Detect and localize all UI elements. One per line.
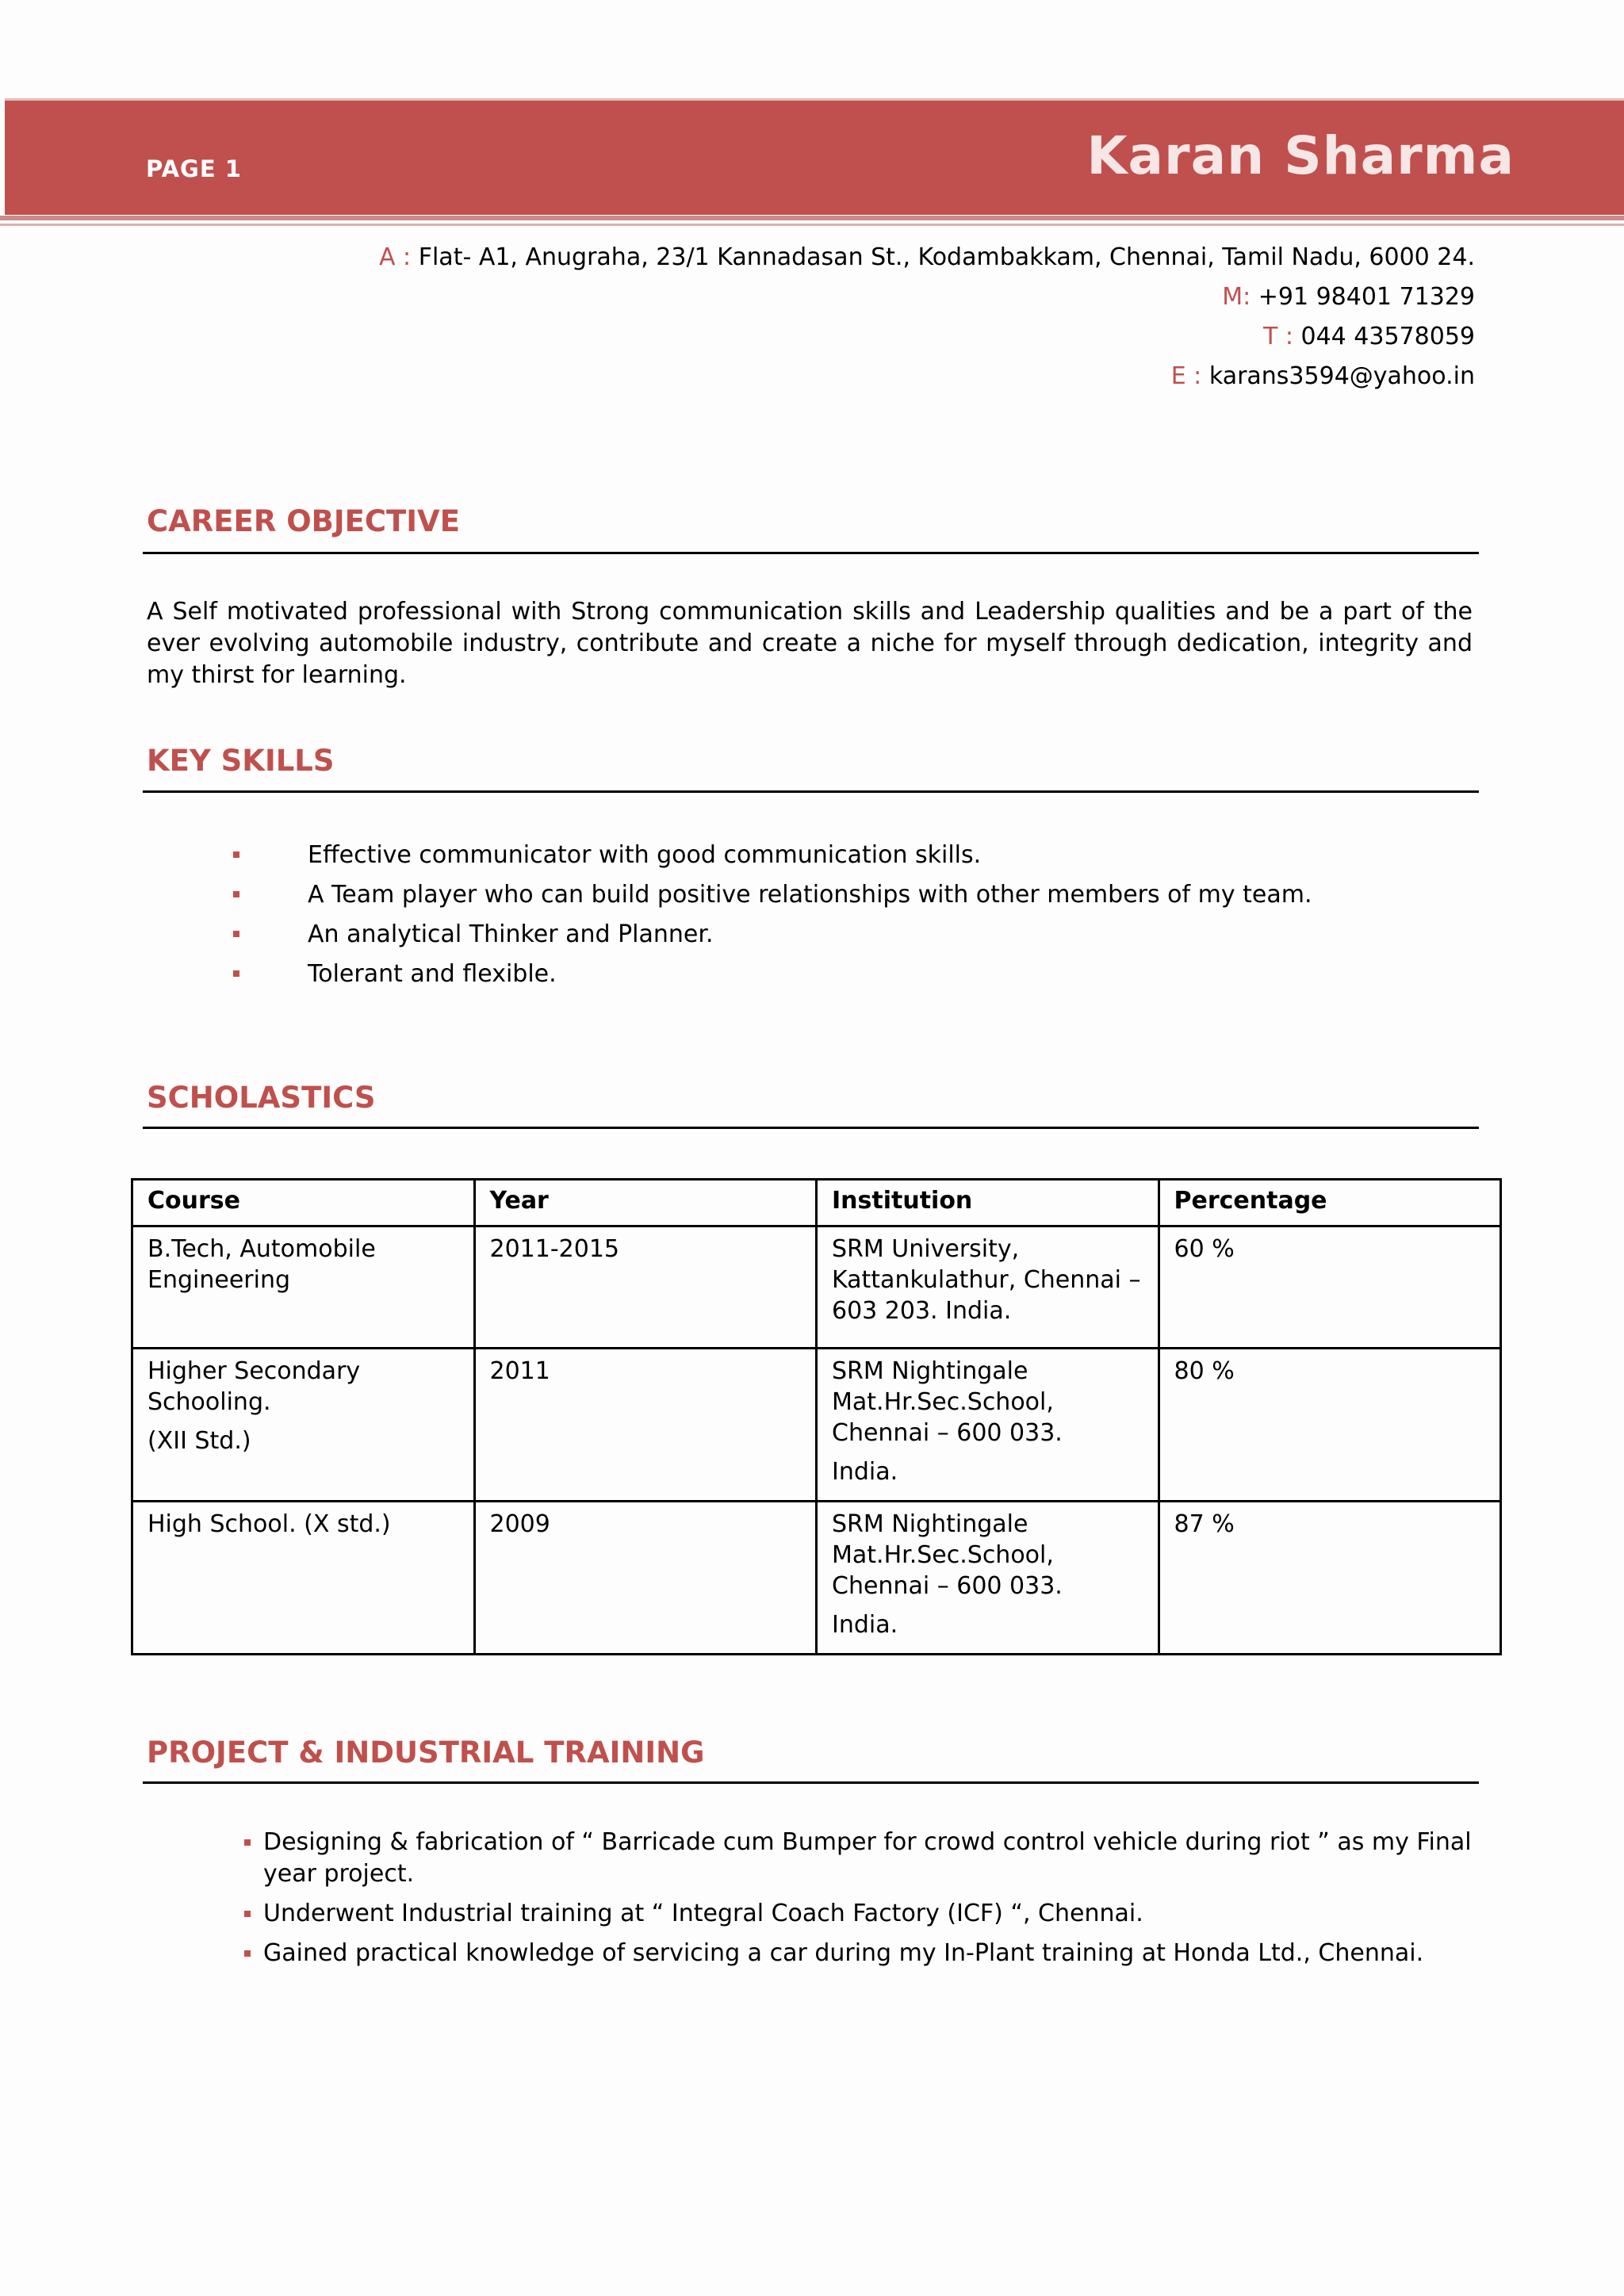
- email-line: [379, 357, 1475, 396]
- course-cell: [132, 1502, 475, 1655]
- section-divider: [143, 552, 1479, 554]
- course-cell: [132, 1349, 475, 1502]
- year-cell: 2009: [474, 1502, 817, 1655]
- percentage-cell: 60 %: [1159, 1226, 1501, 1349]
- table-row: [132, 1502, 1501, 1655]
- mobile-label: M:: [1222, 283, 1251, 311]
- scholastics-table: [131, 1178, 1502, 1655]
- percentage-cell: 87 %: [1159, 1502, 1501, 1655]
- key-skills-list: [233, 836, 1312, 994]
- mobile-line: [379, 277, 1475, 317]
- column-header-institution: Institution: [817, 1180, 1159, 1226]
- address-line: [379, 238, 1475, 277]
- address-label: A :: [379, 243, 412, 271]
- skill-text: Effective communicator with good communication skills.: [308, 841, 982, 869]
- address-value: Flat- A1, Anugraha, 23/1 Kannadasan St., Kodambakkam, Chennai, Tamil Nadu, 6000 24.: [418, 243, 1475, 271]
- phone-label: T :: [1262, 323, 1293, 350]
- career-objective-text: A Self motivated professional with Strong communication skills and Leadership qualities and be a part of the ever evolving automobile industry, contribute and create a niche for myself through dedication, integrity and my thirst for learning.: [147, 598, 1473, 689]
- table-row: [132, 1349, 1501, 1502]
- list-item: [244, 1898, 1481, 1930]
- year-cell: 2011: [474, 1349, 817, 1502]
- email-label: E :: [1170, 362, 1202, 390]
- list-item: [233, 875, 1312, 915]
- institution-cell: [817, 1502, 1159, 1655]
- bullet-icon: [244, 1911, 251, 1917]
- bullet-icon: [244, 1839, 251, 1846]
- email-value: karans3594@yahoo.in: [1208, 362, 1475, 390]
- phone-line: [379, 317, 1475, 357]
- column-header-year: Year: [474, 1180, 817, 1226]
- scholastics-heading: SCHOLASTICS: [147, 1081, 376, 1115]
- year-cell: 2011-2015: [474, 1226, 817, 1349]
- list-item: [233, 955, 1312, 994]
- list-item: [233, 915, 1312, 955]
- column-header-course: Course: [132, 1180, 475, 1226]
- header-divider: [0, 216, 1624, 220]
- institution-text: SRM University, Kattankulathur, Chennai – 603 203. India.: [832, 1235, 1141, 1325]
- percentage-cell: 80 %: [1159, 1349, 1501, 1502]
- contact-block: [379, 238, 1475, 396]
- course-note: (XII Std.): [147, 1427, 251, 1455]
- course-text: B.Tech, Automobile Engineering: [147, 1235, 376, 1294]
- training-text: Gained practical knowledge of servicing a car during my In-Plant training at Honda Ltd., Chennai.: [263, 1939, 1424, 1967]
- candidate-name: Karan Sharma: [1086, 125, 1515, 186]
- training-text: Underwent Industrial training at “ Integral Coach Factory (ICF) “, Chennai.: [263, 1900, 1143, 1927]
- header-divider-thin: [0, 224, 1624, 226]
- table-row: [132, 1226, 1501, 1349]
- bullet-icon: [233, 851, 239, 858]
- institution-country: India.: [832, 1611, 898, 1639]
- career-objective-heading: CAREER OBJECTIVE: [147, 504, 460, 538]
- section-divider: [143, 790, 1479, 793]
- training-list: [244, 1827, 1481, 1977]
- section-divider: [143, 1781, 1479, 1784]
- bullet-icon: [244, 1950, 251, 1957]
- phone-value: 044 43578059: [1300, 323, 1475, 350]
- bullet-icon: [233, 931, 239, 937]
- training-heading: PROJECT & INDUSTRIAL TRAINING: [147, 1735, 705, 1770]
- list-item: [244, 1938, 1481, 1969]
- list-item: [233, 836, 1312, 875]
- training-text: Designing & fabrication of “ Barricade cum Bumper for crowd control vehicle during riot ” as my Final year project.: [263, 1828, 1472, 1888]
- list-item: [244, 1827, 1481, 1890]
- skill-text: A Team player who can build positive relationships with other members of my team.: [308, 881, 1312, 909]
- course-text: High School. (X std.): [147, 1510, 391, 1538]
- mobile-value: +91 98401 71329: [1258, 283, 1475, 311]
- bullet-icon: [233, 970, 239, 977]
- course-cell: [132, 1226, 475, 1349]
- institution-cell: [817, 1226, 1159, 1349]
- bullet-icon: [233, 891, 239, 897]
- skill-text: An analytical Thinker and Planner.: [308, 920, 714, 948]
- institution-country: India.: [832, 1458, 898, 1486]
- skill-text: Tolerant and flexible.: [308, 960, 557, 988]
- institution-text: SRM Nightingale Mat.Hr.Sec.School, Chennai – 600 033.: [832, 1357, 1063, 1447]
- section-divider: [143, 1127, 1479, 1129]
- column-header-percentage: Percentage: [1159, 1180, 1501, 1226]
- key-skills-heading: KEY SKILLS: [147, 744, 335, 778]
- page-label: PAGE 1: [146, 155, 242, 182]
- institution-cell: [817, 1349, 1159, 1502]
- course-text: Higher Secondary Schooling.: [147, 1357, 361, 1416]
- institution-text: SRM Nightingale Mat.Hr.Sec.School, Chennai – 600 033.: [832, 1510, 1063, 1600]
- table-header-row: [132, 1180, 1501, 1226]
